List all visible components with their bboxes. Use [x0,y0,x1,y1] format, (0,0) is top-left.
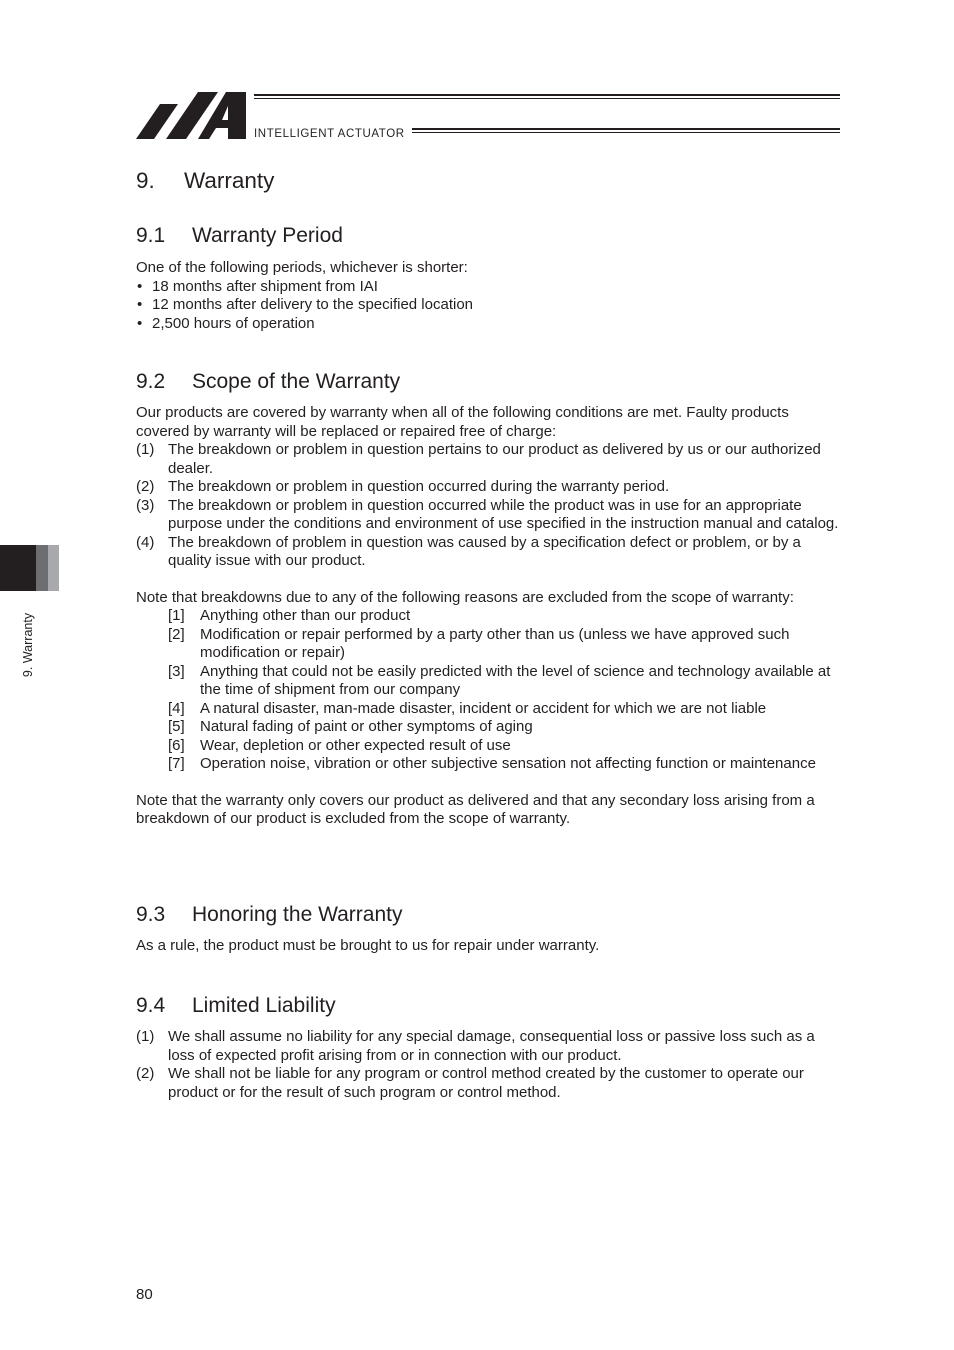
bullet-icon: • [137,314,143,332]
section-title: Honoring the Warranty [192,903,403,926]
iai-logo [136,92,840,144]
list-item: (1) The breakdown or problem in question pertains to our product as delivered by us or our authorized dealer. [136,441,821,477]
chapter-number: 9. [136,168,155,193]
condition-list [136,441,844,571]
list-item: • 12 months after delivery to the specified location [137,296,474,313]
page-number: 80 [136,1286,153,1303]
list-item: [7] Operation noise, vibration or other subjective sensation not affecting function or maintenance [168,755,816,772]
section-number: 9.1 [136,224,166,247]
list-item: [6] Wear, depletion or other expected result of use [168,736,511,754]
chapter-title: Warranty [184,168,275,193]
list-item: [1] Anything other than our product [168,607,411,624]
exclusion-list [136,607,844,774]
side-tab-stripe-mid [36,545,48,591]
bullet-icon: • [137,296,143,313]
list-item: [3] Anything that could not be easily predicted with the level of science and technology available at the time of shipment from our company [168,662,831,698]
scope-intro: Our products are covered by warranty when all of the following conditions are met. Faulty products covered by warranty will be replaced or repaired free of charge: [136,404,789,440]
section-number: 9.4 [136,994,166,1017]
list-item: (3) The breakdown or problem in question occurred while the product was in use for an appropriate purpose under the conditions and environment of use specified in the instruction manual and catalog. [136,496,839,532]
side-tab-marker [0,545,36,591]
exclusion-note: Note that breakdowns due to any of the following reasons are excluded from the scope of warranty: [136,588,794,606]
list-item: • 2,500 hours of operation [137,314,315,332]
list-item: (4) The breakdown of problem in question was caused by a specification defect or problem, or by a quality issue with our product. [136,533,801,569]
closing-note: Note that the warranty only covers our product as delivered and that any secondary loss arising from a breakdown of our product is excluded from the scope of warranty. [136,791,815,827]
section-number: 9.3 [136,903,166,926]
section-body-9-2 [136,404,844,829]
liability-list [136,1028,844,1102]
warranty-period-list [136,278,844,334]
logo-text: INTELLIGENT ACTUATOR [254,128,405,140]
section-title: Scope of the Warranty [192,370,401,393]
side-tab-stripe-light [48,545,59,591]
header-rule-bottom [412,128,840,130]
side-tab-label: 9. Warranty [21,612,35,678]
section-body-9-3 [136,937,844,956]
list-item: [4] A natural disaster, man-made disaster, incident or accident for which we are not liable [168,699,767,717]
section-number: 9.2 [136,370,166,393]
section-title: Warranty Period [192,224,343,247]
section-body-9-4 [136,1028,844,1102]
header-rule-bottom-thin [412,132,840,133]
iai-logo-mark [136,92,256,140]
section-body-9-1 [136,259,844,333]
warranty-period-intro: One of the following periods, whichever is shorter: [136,259,468,276]
list-item: • 18 months after shipment from IAI [137,277,378,295]
list-item: [2] Modification or repair performed by a party other than us (unless we have approved such modification or repair) [168,625,790,661]
bullet-icon: • [137,277,143,295]
header-rule-top-thin [254,98,840,99]
list-item: [5] Natural fading of paint or other symptoms of aging [168,718,533,735]
list-item: (2) We shall not be liable for any program or control method created by the customer to operate our product or for the result of such program or control method. [136,1065,804,1101]
section-title: Limited Liability [192,994,336,1017]
header-rule-top [254,94,840,96]
list-item: (2) The breakdown or problem in question occurred during the warranty period. [136,478,670,495]
list-item: (1) We shall assume no liability for any special damage, consequential loss or passive loss such as a loss of expected profit arising from or in connection with our product. [136,1028,815,1064]
honoring-text: As a rule, the product must be brought to us for repair under warranty. [136,937,600,954]
